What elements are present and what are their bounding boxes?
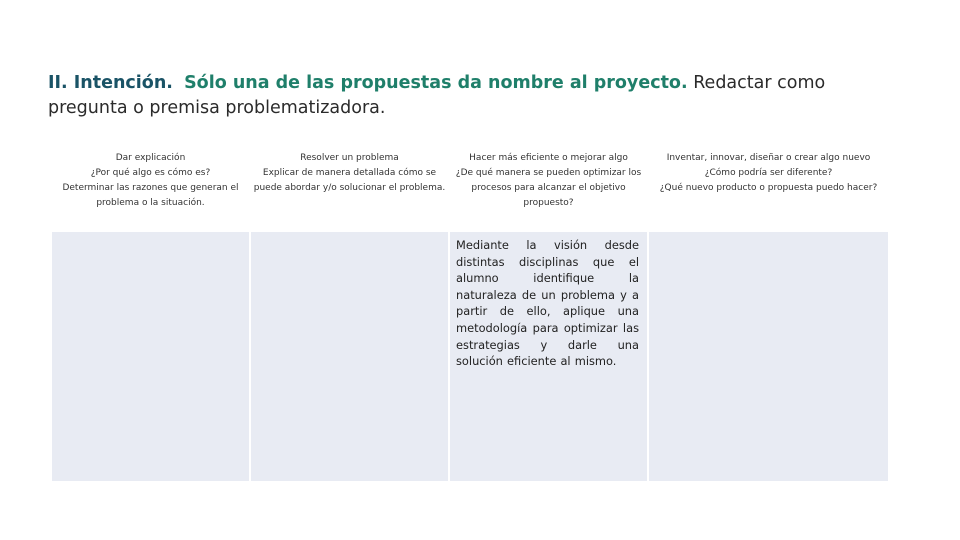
- heading-instruction: Redactar como pregunta o premisa problematizadora.: [48, 73, 826, 118]
- cell-text: [251, 232, 448, 237]
- header-explain: [52, 146, 249, 228]
- header-line: Resolver un problema: [300, 153, 399, 163]
- cell-solve: [251, 232, 448, 481]
- header-line: puede abordar y/o solucionar el problema.: [253, 183, 446, 193]
- header-line: Hacer más eficiente o mejorar algo: [469, 153, 628, 163]
- cell-explain: [52, 232, 249, 481]
- intention-table: [52, 146, 888, 481]
- header-line: ¿Qué nuevo producto o propuesta puedo hacer?: [659, 183, 878, 193]
- header-line: Explicar de manera detallada cómo se: [262, 168, 437, 178]
- header-line: ¿Por qué algo es cómo es?: [90, 168, 211, 178]
- cell-text: Mediante la visión desde distintas disciplinas que el alumno identifique la naturaleza de un problema y a partir de ello, aplique una metodología para optimizar las estrategias y darle una solución eficiente al mismo.: [456, 238, 639, 369]
- header-solve: [251, 146, 448, 228]
- cell-text: [649, 232, 888, 237]
- cell-text: [52, 232, 249, 237]
- section-heading: [48, 71, 908, 121]
- header-line: problema o la situación.: [96, 198, 205, 208]
- heading-emphasis: Sólo una de las propuestas da nombre al proyecto.: [184, 73, 688, 93]
- heading-label: II. Intención.: [48, 73, 173, 93]
- header-line: ¿De qué manera se pueden optimizar los: [455, 168, 642, 178]
- cell-improve: [450, 232, 647, 481]
- header-line: Inventar, innovar, diseñar o crear algo nuevo: [666, 153, 871, 163]
- header-line: procesos para alcanzar el objetivo: [471, 183, 626, 193]
- header-line: ¿Cómo podría ser diferente?: [704, 168, 833, 178]
- header-line: Determinar las razones que generan el: [62, 183, 239, 193]
- cell-invent: [649, 232, 888, 481]
- header-line: propuesto?: [523, 198, 574, 208]
- header-improve: [450, 146, 647, 228]
- header-line: Dar explicación: [115, 153, 186, 163]
- header-invent: [649, 146, 888, 228]
